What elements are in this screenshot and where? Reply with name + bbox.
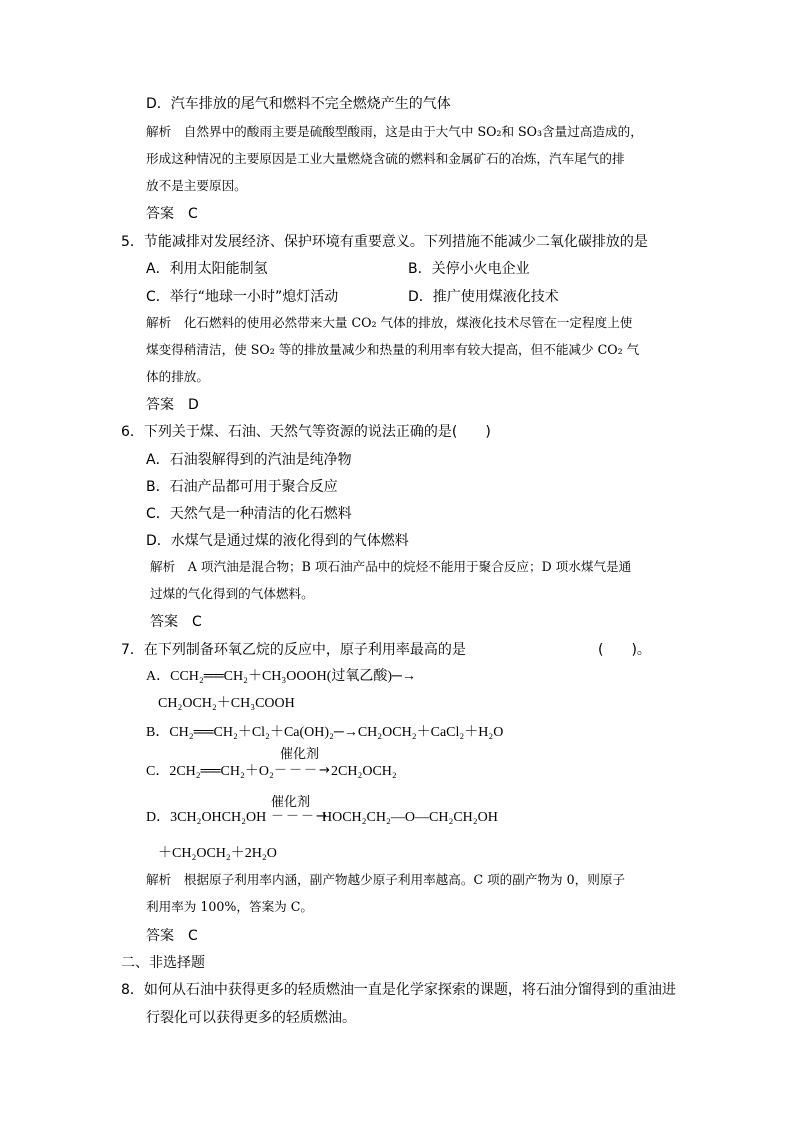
- q7-option-d-line-2: ＋CH₂OCH₂＋2H₂O: [158, 846, 277, 861]
- q8-stem-line-1: 8．如何从石油中获得更多的轻质燃油一直是化学家探索的课题，将石油分馏得到的重油进: [121, 982, 676, 998]
- q6-analysis-line-2: 过煤的气化得到的气体燃料。: [150, 586, 314, 601]
- q7-d-dashed-arrow: －－－→: [271, 809, 329, 824]
- q8-stem-line-2: 行裂化可以获得更多的轻质燃油。: [146, 1010, 356, 1026]
- q6-option-d: D．水煤气是通过煤的液化得到的气体燃料: [146, 533, 409, 549]
- q5-answer: 答案 D: [146, 397, 199, 413]
- q4-analysis-line-1: 解析 自然界中的酸雨主要是硫酸型酸雨，这是由于大气中 SO₂和 SO₃含量过高造成的，: [146, 124, 643, 139]
- q4-analysis-line-3: 放不是主要原因。: [146, 178, 247, 193]
- q7-c-catalyst-label: 催化剂: [280, 747, 320, 762]
- q6-stem: 6．下列关于煤、石油、天然气等资源的说法正确的是( ): [121, 424, 491, 440]
- q7-option-c-reactants: C．2CH₂══CH₂＋O₂: [146, 764, 274, 779]
- q5-option-d: D．推广使用煤液化技术: [408, 289, 559, 305]
- q6-option-b: B．石油产品都可用于聚合反应: [146, 479, 338, 495]
- q4-option-d: D．汽车排放的尾气和燃料不完全燃烧产生的气体: [146, 96, 451, 112]
- q7-option-a-line-2: CH₂OCH₂＋CH₃COOH: [158, 696, 295, 711]
- q5-analysis-line-3: 体的排放。: [146, 369, 209, 384]
- q7-option-b: B．CH₂══CH₂＋Cl₂＋Ca(OH)₂─→CH₂OCH₂＋CaCl₂＋H₂O: [146, 725, 504, 740]
- q7-option-d-product: HOCH₂CH₂—O—CH₂CH₂OH: [322, 810, 498, 825]
- q5-option-b: B．关停小火电企业: [408, 261, 530, 277]
- q6-option-c: C．天然气是一种清洁的化石燃料: [146, 506, 352, 522]
- section-heading: 二、非选择题: [121, 955, 205, 971]
- q7-answer-blank: ( )。: [598, 642, 651, 658]
- q7-stem: 7．在下列制备环氧乙烷的反应中，原子利用率最高的是: [121, 642, 466, 658]
- q7-d-catalyst-label: 催化剂: [271, 795, 311, 810]
- q6-analysis-line-1: 解析 A 项汽油是混合物；B 项石油产品中的烷烃不能用于聚合反应；D 项水煤气是通: [150, 559, 632, 574]
- q4-analysis-line-2: 形成这种情况的主要原因是工业大量燃烧含硫的燃料和金属矿石的冶炼，汽车尾气的排: [146, 151, 625, 166]
- q5-analysis-line-2: 煤变得稍清洁，使 SO₂ 等的排放量减少和热量的利用率有较大提高，但不能减少 CO₂ 气: [146, 342, 640, 357]
- q6-option-a: A．石油裂解得到的汽油是纯净物: [146, 452, 352, 468]
- q7-analysis-line-2: 利用率为 100%，答案为 C。: [146, 899, 313, 914]
- q4-answer: 答案 C: [146, 206, 198, 222]
- q7-analysis-line-1: 解析 根据原子利用率内涵，副产物越少原子利用率越高。C 项的副产物为 0，则原子: [146, 872, 626, 887]
- q7-answer: 答案 C: [146, 928, 198, 944]
- q5-analysis-line-1: 解析 化石燃料的使用必然带来大量 CO₂ 气体的排放，煤液化技术尽管在一定程度上使: [146, 315, 633, 330]
- q5-option-c: C．举行“地球一小时”熄灯活动: [146, 289, 339, 305]
- q7-option-d-reactant: D．3CH₂OHCH₂OH: [146, 810, 267, 825]
- q7-c-dashed-arrow: －－－→: [274, 763, 332, 778]
- q6-answer: 答案 C: [150, 614, 202, 630]
- q7-option-a-line-1: A．CCH₂══CH₂＋CH₃OOOH(过氧乙酸)─→: [146, 669, 416, 684]
- q5-option-a: A．利用太阳能制氢: [146, 261, 268, 277]
- q5-stem: 5．节能减排对发展经济、保护环境有重要意义。下列措施不能减少二氧化碳排放的是: [121, 234, 648, 250]
- q7-option-c-product: 2CH₂OCH₂: [331, 764, 397, 779]
